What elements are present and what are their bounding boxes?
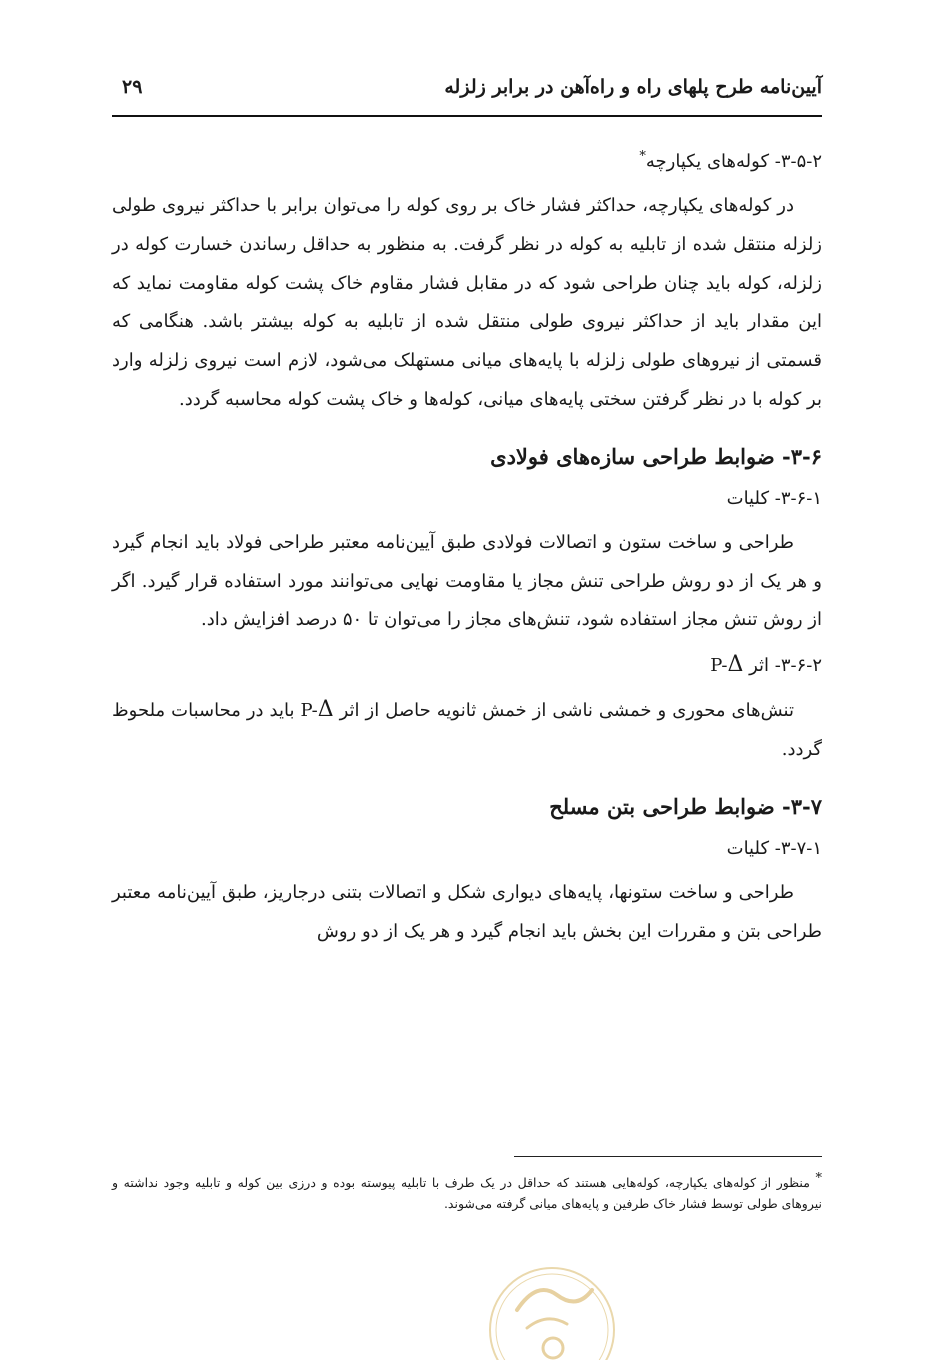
running-title: آیین‌نامه طرح پلهای راه و راه‌آهن در برابر زلزله [444,76,822,98]
subsection-heading-prefix: ۳-۶-۲- اثر [749,655,822,677]
p-delta-text-before: تنش‌های محوری و خمشی ناشی از خمش ثانویه حاصل از اثر [339,700,794,722]
subsection-heading-3-5-2 [112,140,822,179]
header-rule [112,115,822,117]
footnote-reference: * [639,149,646,164]
section-heading-3-7: ۳-۷- ضوابط طراحی بتن مسلح [549,793,822,819]
subsection-heading-3-7-1: ۳-۷-۱- کلیات [726,837,822,859]
document-page [112,0,822,1332]
p-delta-inline-p: P- [300,700,318,722]
footnote-rule [514,1156,822,1157]
footnote-text: منظور از کوله‌های یکپارچه، کوله‌هایی هستند که حداقل در یک طرف با تابلیه پیوسته بوده و درزی بین کوله و تابلیه وجود نداشته و نیروهای طولی توسط فشار خاک طرفین و پایه‌های میانی گرفته می‌شوند. [112,1175,822,1212]
page-number: ۲۹ [122,76,143,98]
section-heading-3-6: ۳-۶- ضوابط طراحی سازه‌های فولادی [490,443,822,469]
publisher-logo-watermark [487,1250,617,1360]
body-text [112,140,822,951]
p-delta-label [710,652,744,678]
p-delta-inline [300,697,334,723]
footnote [112,1168,822,1214]
paragraph-steel-general: طراحی و ساخت ستون و اتصالات فولادی طبق آیین‌نامه معتبر طراحی فولاد باید انجام گیرد و هر یک از دو روش طراحی تنش مجاز یا مقاومت نهایی می‌توانند مورد استفاده قرار گیرد. اگر از روش تنش مجاز استفاده شود، تنش‌های مجاز را می‌توان تا ۵۰ درصد افزایش داد. [112,531,822,631]
subsection-heading-text: ۳-۵-۲- کوله‌های یکپارچه [645,151,822,172]
paragraph-p-delta [112,691,822,770]
subsection-heading-3-6-1: ۳-۶-۱- کلیات [726,487,822,509]
footnote-mark: * [815,1171,822,1186]
p-delta-text-after: باید در محاسبات ملحوظ گردد. [112,700,822,760]
paragraph-integral-abutments: در کوله‌های یکپارچه، حداکثر فشار خاک بر روی کوله را می‌توان برابر با حداکثر نیروی طولی زلزله منتقل شده از تابلیه به کوله در نظر گرفت. به منظور به حداقل رساندن خسارت کوله در زلزله، کوله باید چنان طراحی شود که در مقابل فشار مقاوم خاک پشت کوله مقاومت نماید که این مقدار باید از حداکثر نیروی طولی منتقل شده از تابلیه به کوله بیشتر باشد. هنگامی که قسمتی از نیروهای طولی زلزله با پایه‌های میانی مستهلک می‌شود، لازم است نیروی زلزله وارد بر کوله با در نظر گرفتن سختی پایه‌های میانی، کوله‌ها و خاک پشت کوله محاسبه گردد. [112,195,822,410]
page-header [112,72,822,108]
paragraph-concrete-general: طراحی و ساخت ستونها، پایه‌های دیواری شکل و اتصالات بتنی درجاریز، طبق آیین‌نامه معتبر طراحی بتن و مقررات این بخش باید انجام گیرد و هر یک از دو روش [112,881,822,942]
delta-inline-symbol: Δ [317,697,334,723]
delta-symbol: Δ [727,652,744,678]
subsection-heading-3-6-2 [112,648,822,683]
p-delta-p: P- [710,655,728,677]
